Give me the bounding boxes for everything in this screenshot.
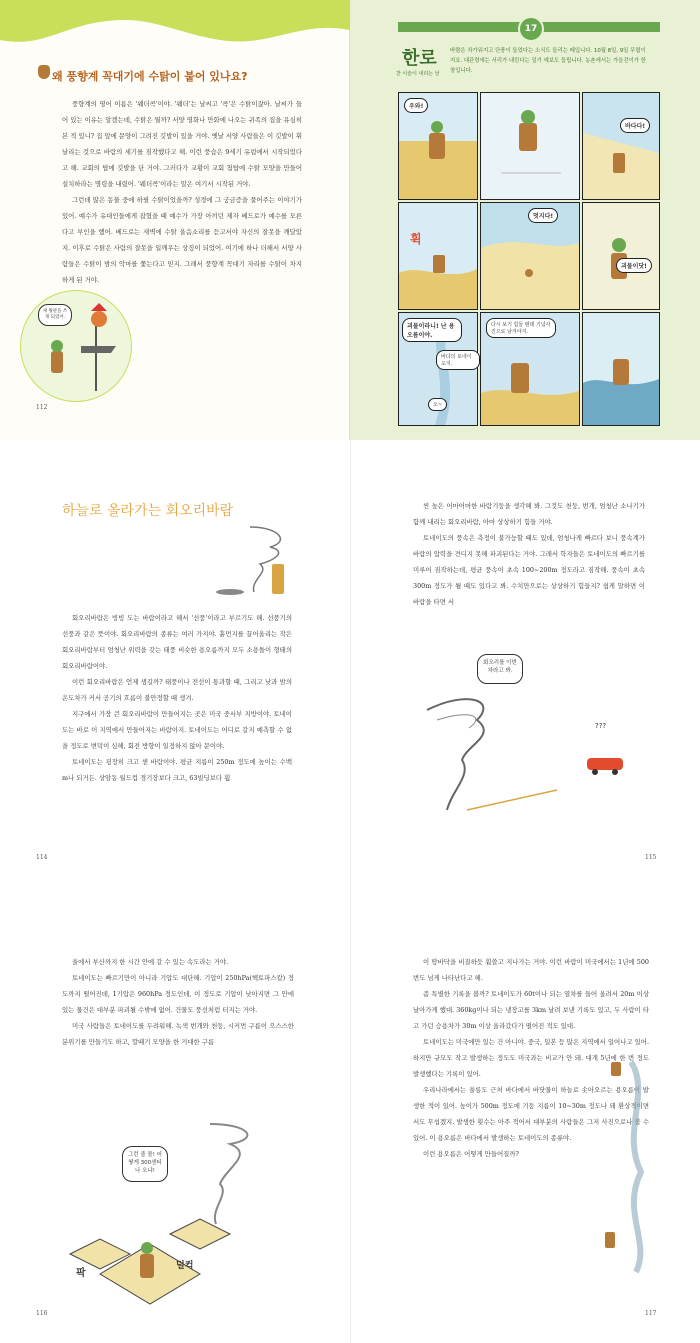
page-number: 115: [645, 854, 657, 861]
paragraph: 회오리바람은 빙빙 도는 바람이라고 해서 '선풍'이라고 부르기도 해. 선풍기의 선풍과 같은 뜻이야. 회오리바람의 종류는 여러 가지야. 흙먼지를 끌어올리는 작은 회오리바람부터 엄청난 위력을 갖는 태풍 비슷한 용오름까지 모두 소용돌이 형태의 회오리바람이야.: [62, 614, 292, 670]
page-116: [0, 892, 350, 1343]
weathervane-rooster-icon: [21, 291, 131, 401]
paragraph: 이런 용오름은 어떻게 만들어질까?: [423, 1150, 519, 1158]
paragraph: 이런 회오리바람은 언제 생길까? 태풍이나 전선이 통과할 때, 그리고 낮과 밤의 온도차가 커서 공기의 흐름이 불안정할 때 생겨.: [62, 678, 292, 702]
question-title: 왜 풍향계 꼭대기에 수탉이 붙어 있나요?: [52, 70, 248, 83]
paragraph: 좀 특별한 기록을 볼까? 토네이도가 60t이나 되는 열차를 들어 올려서 20m 이상 날아가게 했대. 360kg이나 되는 냉장고를 3km 날려 보낸 기록도 있고, 두 사람이 타고 가던 승용차가 30m 이상 올라갔다가 떨어진 적도 있대.: [413, 990, 649, 1030]
speech-bubble: 괴물이닷!: [616, 258, 652, 273]
paragraph: 풍향계의 영어 이름은 '웨더콕'이야. '웨더'는 날씨고 '콕'은 수탉이잖아. 날씨가 들어 있는 이유는 알겠는데, 수탉은 뭘까? 서양 영화나 만화에 나오는 귀족의 집을 유심히 본 적 있니? 집 앞에 문양이 그려진 깃발이 있을 거야. 옛날 서양 사람들은 이 깃발이 휘날리는 것으로 바람의 세기를 짐작했다고 해. 이런 풍습은 9세기 유럽에서 시작되었다고 해. 교회의 탑에 깃발을 단 거야. 그러다가 교황이 교회 첨탑에 수탉 모양을 만들어 설치하라는 명령을 내렸어. '웨더콕'이라는 말은 여기서 시작된 거야.: [62, 100, 302, 188]
sound-effect: 덜컥: [176, 1261, 194, 1271]
sound-effect: 휙: [410, 232, 422, 246]
house-flattened-illustration: [60, 1114, 300, 1314]
tornado-illustration: [210, 522, 300, 602]
speech-bubble: 바다다!: [620, 118, 650, 133]
paragraph: 울에서 부산까지 한 시간 안에 갈 수 있는 속도라는 거야.: [72, 958, 229, 966]
p115-body: [413, 498, 645, 610]
section-title: 하늘로 올라가는 회오리바람: [62, 503, 234, 519]
beach-scene-icon: [583, 93, 659, 199]
character-jump-icon: [399, 203, 477, 309]
paragraph: 토네이도는 미국에만 있는 건 아니야. 중국, 일본 등 많은 지역에서 일어나고 있어. 하지만 규모도 작고 발생하는 정도도 미국과는 비교가 안 돼. 대개 5년에 한 번 정도 발생했다는 기록이 있어.: [413, 1038, 649, 1078]
page-114: [0, 440, 350, 892]
p116-body: [62, 954, 294, 1050]
page-113: [350, 0, 700, 440]
page-number: 117: [645, 1310, 657, 1317]
sound-effect: 팍: [76, 1268, 86, 1279]
paragraph: 미국 사람들은 토네이도를 두려워해. 녹색 번개와 천둥, 시커먼 구름이 으스스한 분위기를 만들기도 하고, 깔때기 모양을 한 거대한 구름: [62, 1022, 294, 1046]
page-number: 112: [36, 404, 48, 411]
question-marks: ???: [595, 722, 607, 730]
chapter-subtitle: 찬 이슬이 내리는 날: [396, 71, 440, 77]
speech-bubble: 괴물이라니! 난 용오름이야.: [402, 318, 462, 342]
p112-body: [62, 96, 302, 288]
paragraph: 우리나라에서는 울릉도 근처 바다에서 바닷물이 하늘로 솟아오르는 용오름이 발생한 적이 있어. 높이가 500m 정도에 기둥 지름이 10~30m 정도나 돼 환상적이면서도 무섭겠지. 발생한 횟수는 아주 적어서 대부분의 사람들은 그저 사진으로나 볼 수 있어. 이 용오름은 바다에서 발생하는 토네이도의 종류야.: [413, 1086, 649, 1142]
page-115: [350, 440, 700, 892]
speech-bubble: 우와!: [404, 98, 428, 113]
comic-panel: [480, 92, 580, 200]
comic-panel: [582, 92, 660, 200]
chapter-intro: 바람은 차가워지고 단풍이 들었다는 소식도 들리는 때입니다. 10월 8일, 9일 무렵이지요. 대관령에는 서리가 내린다는 일기 예보도 들립니다. 농촌에서는 가을걷이가 한창입니다.: [450, 48, 646, 74]
paragraph: 토네이도는 빠르기만이 아니라 기압도 대단해. 기압이 250hPa(헥토파스칼) 정도까지 떨어진데, 1기압은 960hPa 정도인데, 이 정도로 기압이 낮아지면 그 안에 있는 물건은 대부분 파괴될 수밖에 없어. 건물도 풍선처럼 터지는 거야.: [62, 974, 294, 1014]
chapter-title: 한로: [402, 48, 437, 69]
speech-bubble: 회오리를 이번 차라고 봐.: [477, 654, 523, 684]
paragraph: 지구에서 가장 큰 회오리바람이 만들어지는 곳은 미국 중서부 지방이야. 토네이도는 바로 이 지역에서 만들어지는 바람이지. 토네이도는 어디로 갈지 예측할 수 없을 정도로 변덕이 심해, 회전 방향이 일정하지 않아 문이야.: [62, 710, 292, 750]
paragraph: 토네이도는 굉장히 크고 센 바람이야. 평균 지름이 250m 정도에 높이는 수백 m나 되거든. 상암동 월드컵 경기장보다 크고, 63빌딩보다 훨: [62, 758, 292, 782]
wave-header-decoration: [0, 0, 350, 60]
page-number: 114: [36, 854, 48, 861]
speech-bubble: 멋지다!: [528, 208, 558, 223]
character-surprised-icon: [583, 203, 659, 309]
waterspout-illustration: [591, 1052, 681, 1282]
page-117: [350, 892, 700, 1343]
speech-bubble: 다시 보기 힘들 텐데 기념사진으로 남겨야지.: [486, 318, 556, 338]
speech-bubble: 오~: [428, 398, 447, 411]
paragraph: 토네이도의 풍속은 측정이 불가능할 때도 있데, 엄청나게 빠르다 보니 풍속계가 바람의 압력을 견디지 못해 파괴된다는 거야. 그래서 학자들은 토네이도의 빠르기를 미루어 짐작하는데, 평균 풍속이 초속 100~200m 정도라고 짐작해. 풍속이 초속 300m 정도가 될 때도 있다고 봐. 수치만으로는 상상하기 힘들지? 쉽게 말하면 이 바람을 타면 서: [413, 534, 645, 606]
paragraph: 씬 높은 어마어마한 바람기둥을 생각해 봐. 그것도 천둥, 번개, 엄청난 소나기가 함께 내리는 회오리바람, 아마 상상하기 힘들 거야.: [413, 502, 645, 526]
comic-panel: [582, 312, 660, 426]
p114-body: [62, 610, 292, 786]
page-112: [0, 0, 350, 440]
paragraph: 그런데 많은 동물 중에 하필 수탉이었을까? 성경에 그 궁금증을 풀어주는 이야기가 있어. 예수가 유대인들에게 잡혔을 때 예수가 가장 아끼던 제자 베드로가 예수를 모른다고 부인을 했어. 베드로는 새벽에 수탉 울음소리를 듣고서야 자신의 잘못을 깨달았지. 이후로 수탉은 사람의 잘못을 일깨우는 상징이 되었어. 여기에 하나 더해서 서양 사람들은 수탉이 밤의 악마를 쫓는다고 믿지. 그래서 풍향계 꼭대기 자리를 수탉이 차지하게 된 거야.: [62, 196, 302, 284]
comic-panel: [398, 202, 478, 310]
comic-panel: [582, 202, 660, 310]
waterspout-wave-icon: [583, 313, 659, 425]
speech-bubble: 바다의 토네이도지.: [436, 350, 480, 370]
tornado-chasing-car-illustration: [407, 680, 667, 830]
weathervane-illustration: [20, 290, 132, 402]
acorn-icon: [38, 65, 50, 79]
speech-bubble: 새 왕관을 쓰게 되었어.: [38, 304, 72, 326]
page-number: 116: [36, 1310, 48, 1317]
speech-bubble: 그런 줄 몰! 어떻게 300센티나 오냐!: [122, 1146, 168, 1182]
paragraph: 이 땅바닥을 비질하듯 휩쓸고 지나가는 거야. 이런 바람이 미국에서는 1년에 500번도 넘게 나타난다고 해.: [413, 958, 649, 982]
character-flying-icon: [481, 93, 579, 199]
chapter-number: 17: [518, 16, 544, 42]
